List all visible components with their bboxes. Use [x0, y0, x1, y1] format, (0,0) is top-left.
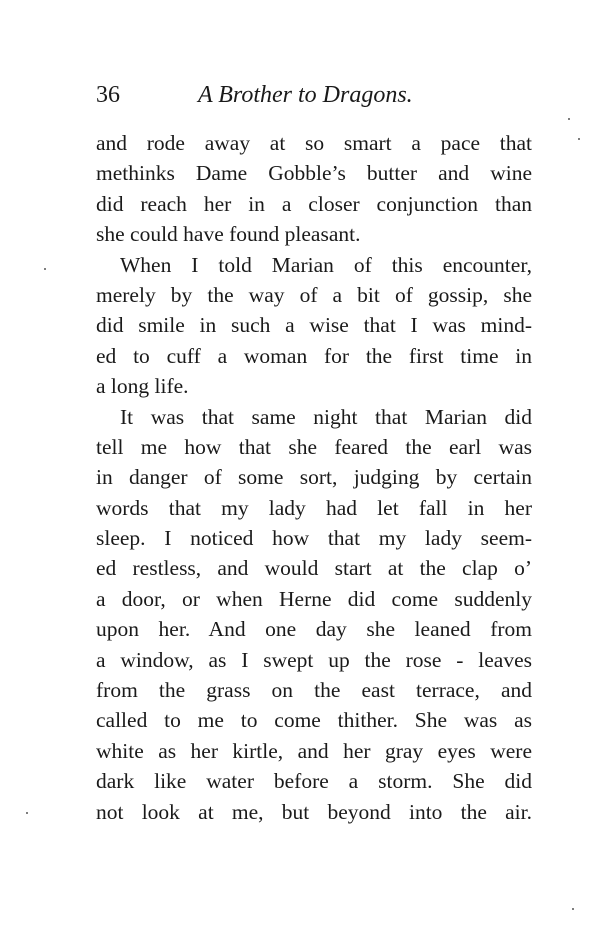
text-line: not look at me, but beyond into the air.: [96, 799, 532, 824]
text-line: words that my lady had let fall in her: [96, 495, 532, 520]
paper-speck: [568, 118, 570, 120]
text-line: dark like water before a storm. She did: [96, 769, 532, 794]
paper-speck: [578, 138, 580, 140]
body-text: [96, 128, 532, 827]
text-line: did smile in such a wise that I was mind-: [96, 313, 532, 338]
text-line: in danger of some sort, judging by certain: [96, 465, 532, 490]
text-line: It was that same night that Marian did: [120, 404, 532, 429]
paper-speck: [44, 268, 46, 270]
text-line: merely by the way of a bit of gossip, she: [96, 282, 532, 307]
page-number: 36: [96, 82, 120, 108]
text-line: and rode away at so smart a pace that: [96, 131, 532, 155]
text-line: ed restless, and would start at the clap o’: [96, 556, 532, 581]
text-line: ed to cuff a woman for the first time in: [96, 343, 532, 368]
text-line: called to me to come thither. She was as: [96, 708, 532, 733]
text-line: a long life.: [96, 374, 189, 399]
text-line: tell me how that she feared the earl was: [96, 434, 532, 459]
text-line: she could have found pleasant.: [96, 222, 361, 247]
running-title: A Brother to Dragons.: [198, 82, 413, 108]
paragraph-3: [96, 402, 532, 827]
paper-speck: [572, 908, 574, 910]
page-header: [96, 78, 536, 112]
paragraph-2: [96, 250, 532, 402]
text-line: When I told Marian of this encounter,: [120, 252, 532, 277]
text-line: a window, as I swept up the rose - leaves: [96, 647, 532, 672]
paragraph-1: [96, 128, 532, 250]
text-line: upon her. And one day she leaned from: [96, 617, 532, 642]
text-line: methinks Dame Gobble’s butter and wine: [96, 161, 532, 186]
paper-speck: [26, 812, 28, 814]
text-line: did reach her in a closer conjunction than: [96, 191, 532, 216]
text-line: sleep. I noticed how that my lady seem-: [96, 526, 532, 551]
text-line: a door, or when Herne did come suddenly: [96, 586, 532, 611]
text-line: from the grass on the east terrace, and: [96, 678, 532, 703]
text-line: white as her kirtle, and her gray eyes were: [96, 738, 532, 763]
